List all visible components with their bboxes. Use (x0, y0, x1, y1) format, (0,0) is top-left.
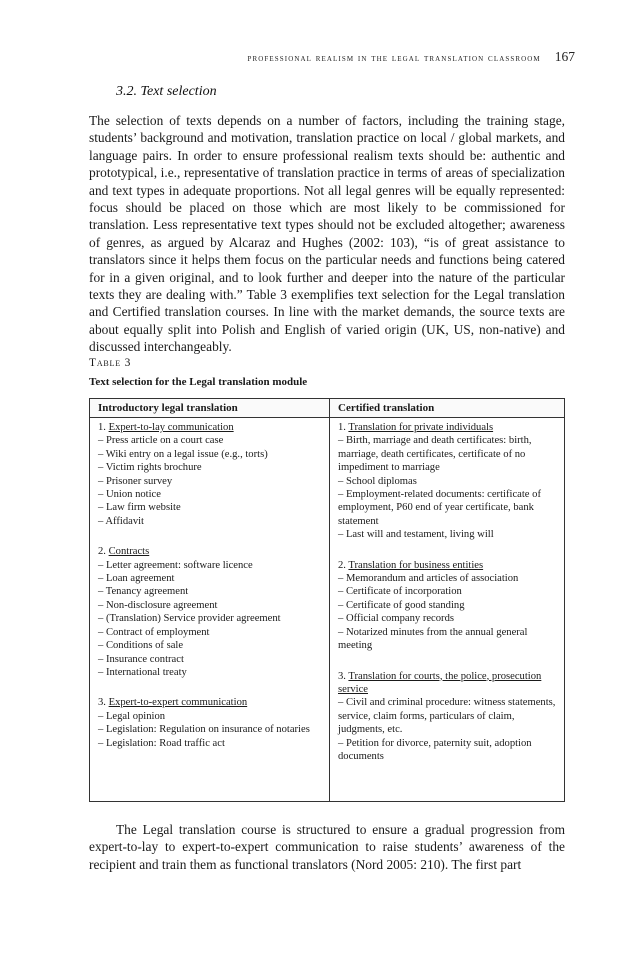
table-header-row (90, 399, 564, 418)
table-group-heading (98, 696, 321, 709)
running-head-title: professional realism in the legal translation classroom (247, 53, 541, 64)
table-list-item: – Employment-related documents: certificate of employment, P60 end of year certificate, bank statement (338, 489, 541, 527)
table-group (98, 696, 321, 750)
group-title: Expert-to-lay communication (108, 422, 234, 433)
table-group-heading (338, 670, 556, 697)
table-list-item: – Press article on a court case (98, 435, 224, 447)
table-list-item: – Affidavit (98, 515, 145, 527)
table-list-item: – School diplomas (338, 475, 417, 487)
group-number: 3. (98, 697, 106, 709)
group-number: 3. (338, 670, 346, 682)
group-title: Translation for private individuals (348, 422, 494, 433)
table-list-item: – International treaty (98, 666, 187, 678)
table-list-item: – Prisoner survey (98, 475, 173, 487)
group-number: 2. (338, 559, 346, 571)
table-group (338, 670, 556, 764)
table-list-item: – Conditions of sale (98, 640, 184, 652)
section-title: 3.2. Text selection (116, 84, 217, 99)
table-group (98, 421, 321, 528)
table-list-item: – Civil and criminal procedure: witness statements, service, claim forms, particulars of claim, judgments, etc. (338, 697, 556, 736)
table-group-heading (338, 421, 556, 434)
table-list-item: – Tenancy agreement (98, 586, 189, 598)
table-group-heading (338, 559, 556, 572)
table-list-item: – Loan agreement (98, 573, 175, 585)
table-list-item: – Letter agreement: software licence (98, 559, 253, 571)
table-list-item: – Official company records (338, 613, 454, 625)
table-group (338, 559, 556, 653)
table-list-item: – Contract of employment (98, 626, 210, 638)
table-list-item: – Memorandum and articles of association (338, 573, 519, 585)
body-paragraph-1: The selection of texts depends on a number of factors, including the training stage, students’ background and motivation, translation practice on local / global markets, and language pairs. In order to ensure professional realism texts should be: authentic and prototypical, i.e., representative of translation practice in terms of areas of specialization and text types in adequate proportions. Not all legal genres will be equally represented: focus should be placed on those which are most likely to be commissioned for translation. Less representative text types should not be excluded altogether; awareness of genres, as argued by Alcaraz and Hughes (2002: 103), “is of great assistance to translators since it helps them focus on the particular needs and functions being catered for in a given original, and to look further and deeper into the nature of the particular texts they are dealing with.” Table 3 exemplifies text selection for the Legal translation and Certified translation courses. In line with the market demands, the source texts are about equally split into Polish and English of varied origin (UK, US, non-native) and discussed interchangeably. (89, 113, 565, 355)
table-list-item: – Birth, marriage and death certificates: birth, marriage, death certificates, certificate of no impediment to marriage (338, 435, 532, 474)
table-column-right (330, 418, 564, 802)
table-caption: Text selection for the Legal translation module (89, 376, 308, 388)
table-column-left (90, 418, 330, 802)
table-list-item: – Union notice (98, 489, 161, 501)
table-list-item: – Certificate of good standing (338, 599, 465, 611)
table-list-item: – Notarized minutes from the annual general meeting (338, 626, 528, 652)
table-group (338, 421, 556, 542)
table-list-item: – Legislation: Road traffic act (98, 737, 225, 749)
group-title: Contracts (108, 546, 150, 558)
table-list-item: – Legal opinion (98, 710, 166, 722)
table-body (90, 418, 564, 802)
table-list-item: – Petition for divorce, paternity suit, adoption documents (338, 737, 532, 762)
table-group (98, 545, 321, 679)
table-list-item: – Law firm website (98, 502, 181, 514)
group-title: Expert-to-expert communication (108, 697, 248, 709)
table-list-item: – Certificate of incorporation (338, 586, 462, 598)
table-list-item: – Insurance contract (98, 653, 184, 665)
table-list-item: – Victim rights brochure (98, 462, 202, 474)
table-list-item: – Last will and testament, living will (338, 529, 494, 541)
table-label: Table 3 (89, 357, 132, 369)
group-title: Translation for business entities (348, 559, 484, 571)
table-header-left: Introductory legal translation (90, 399, 330, 417)
table-group-heading (98, 421, 321, 434)
page-number: 167 (554, 49, 575, 64)
group-number: 2. (98, 546, 106, 558)
group-title: Translation for courts, the police, prosecution service (338, 670, 542, 695)
group-number: 1. (98, 422, 106, 433)
table-group-heading (98, 545, 321, 558)
body-paragraph-2: The Legal translation course is structured to ensure a gradual progression from expert-to-lay to expert-to-expert communication to raise students’ awareness of the recipient and train them as functional translators (Nord 2005: 210). The first part (89, 822, 565, 872)
running-head (0, 49, 575, 65)
table-list-item: – Non-disclosure agreement (98, 599, 218, 611)
table-header-right: Certified translation (338, 402, 435, 414)
text-selection-table (89, 398, 565, 802)
table-list-item: – Wiki entry on a legal issue (e.g., torts) (98, 448, 268, 460)
group-number: 1. (338, 422, 346, 433)
table-list-item: – (Translation) Service provider agreement (98, 613, 281, 625)
table-list-item: – Legislation: Regulation on insurance of notaries (98, 724, 310, 736)
